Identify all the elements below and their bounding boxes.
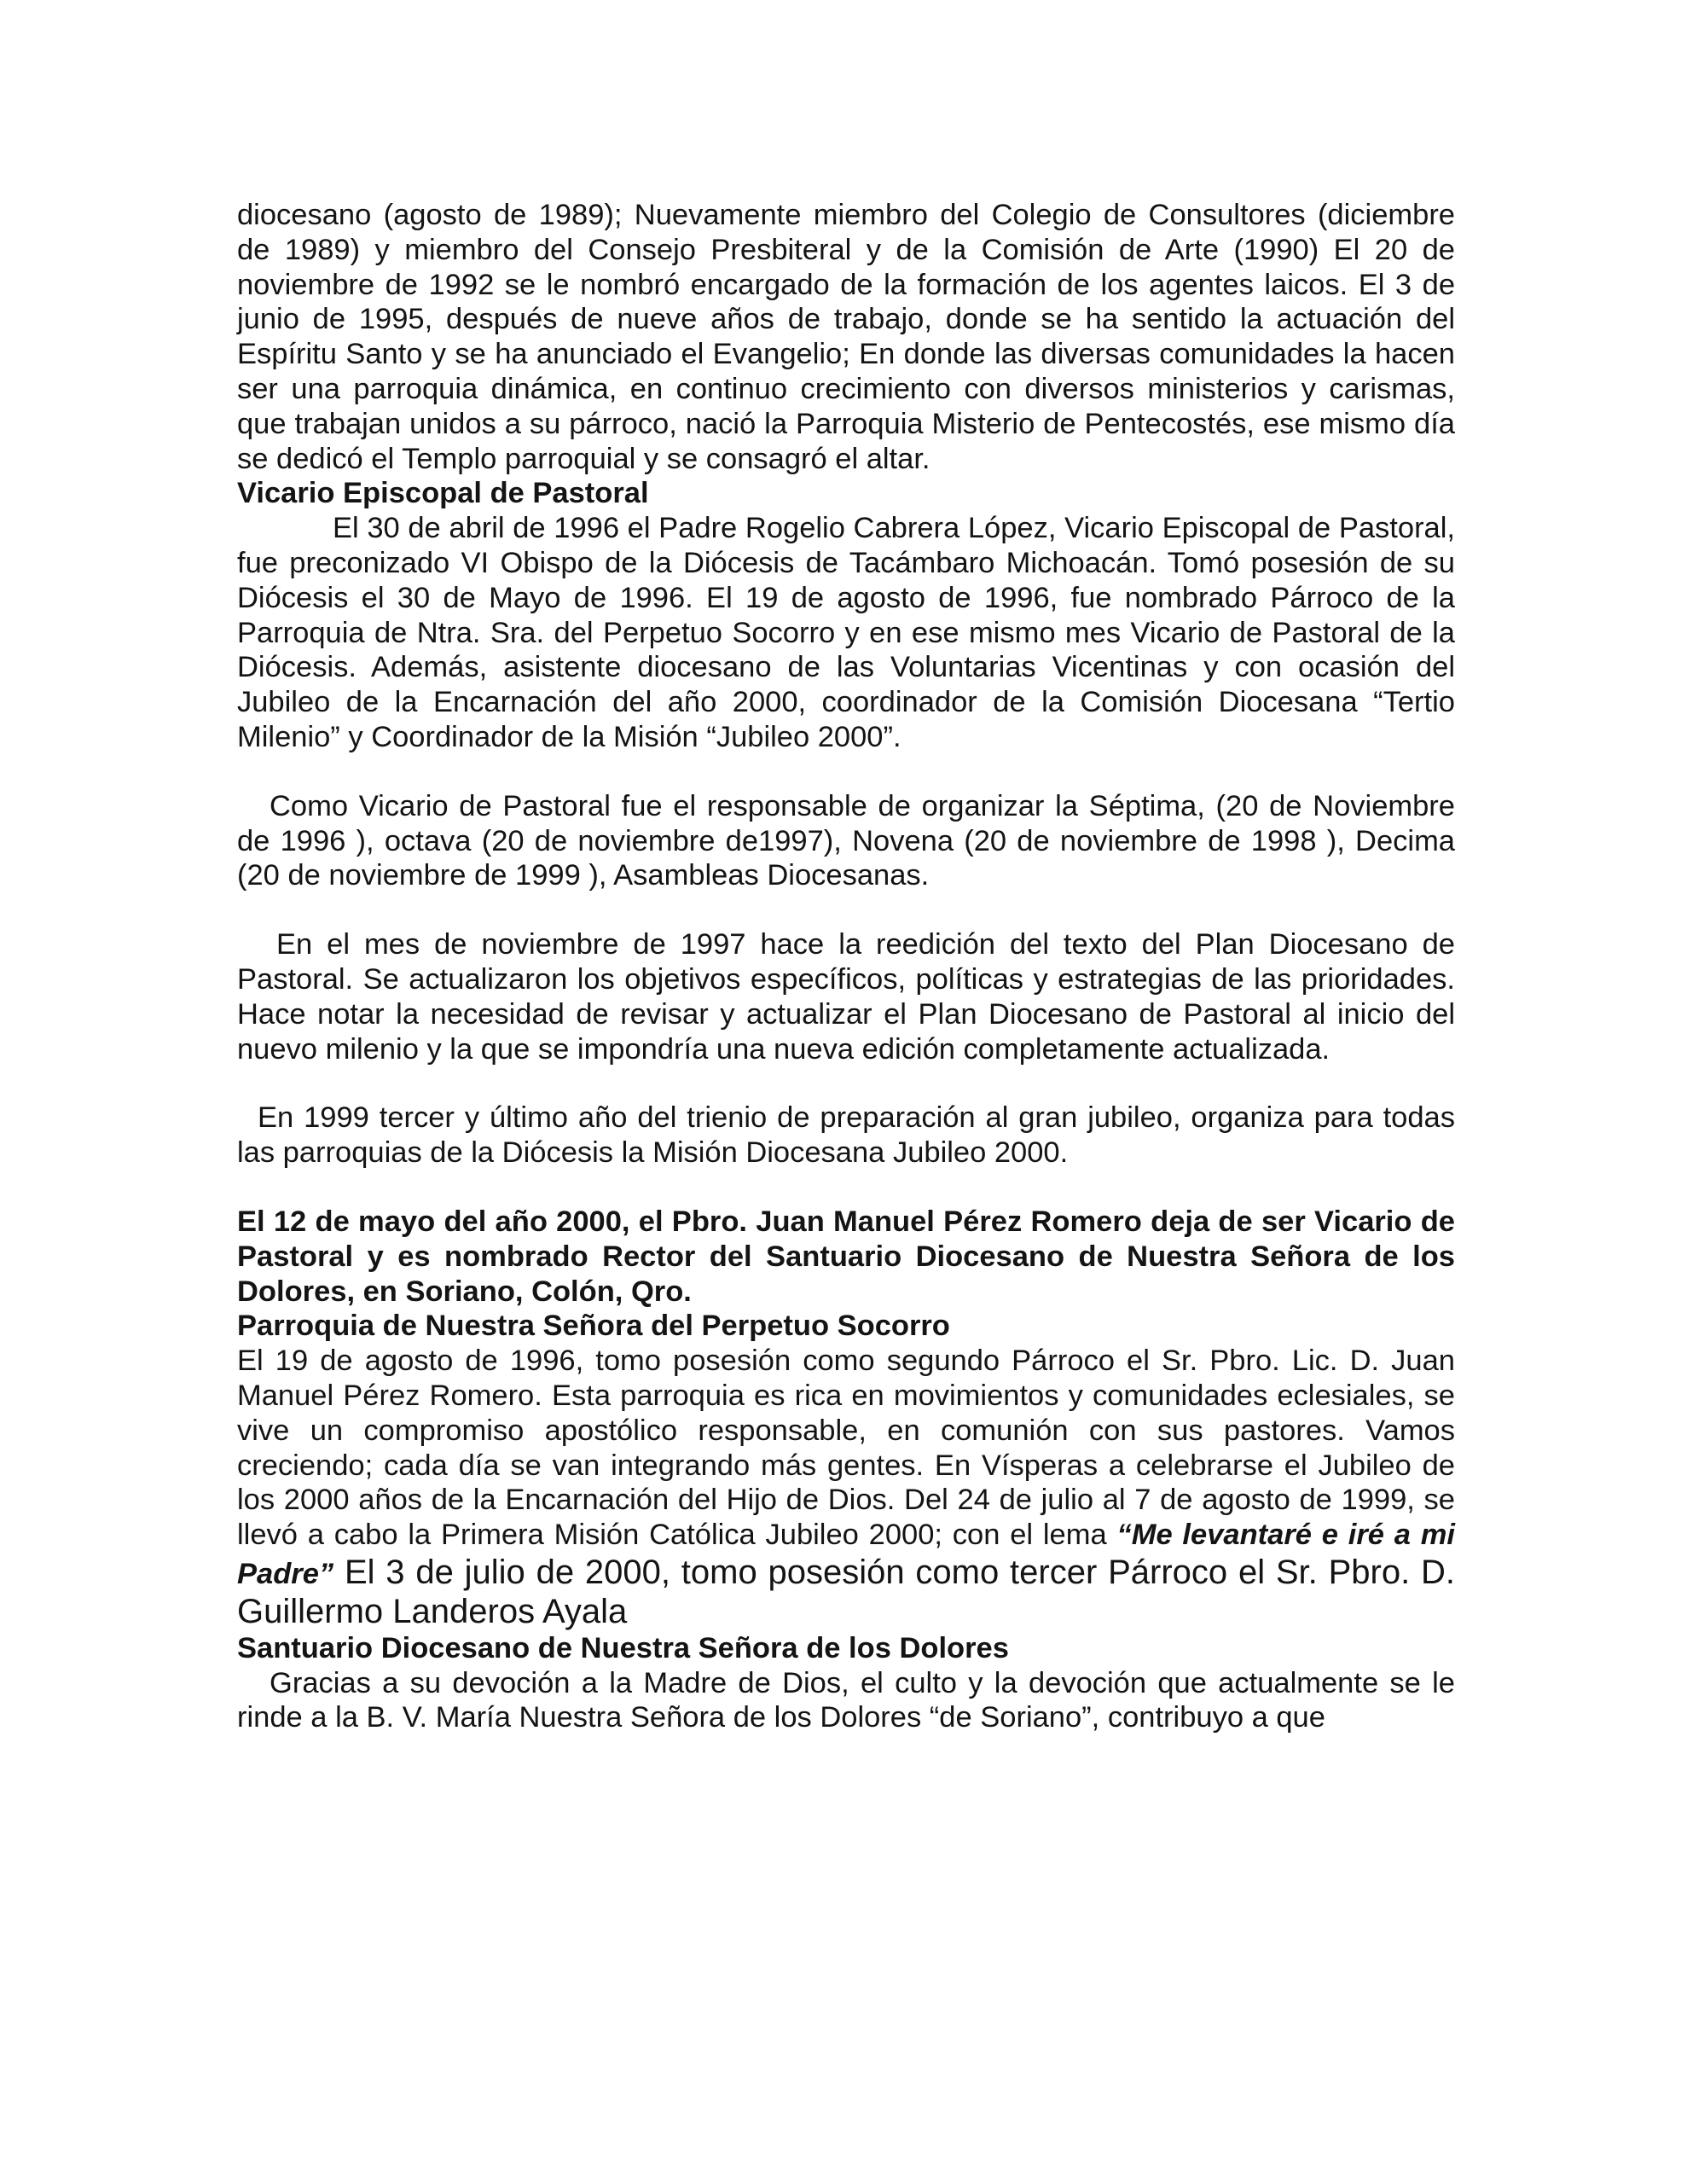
- vicario-paragraph-4: En 1999 tercer y último año del trienio de preparación al gran jubileo, organiza para todas las parroquias de la Diócesis la Misión Diocesana Jubileo 2000.: [237, 1101, 1455, 1170]
- heading-santuario: Santuario Diocesano de Nuestra Señora de los Dolores: [237, 1631, 1009, 1664]
- intro-paragraph: diocesano (agosto de 1989); Nuevamente miembro del Colegio de Consultores (diciembre de 1989) y miembro del Consejo Presbiteral y de la Comisión de Arte (1990) El 20 de noviembre de 1992 se le nombró encargado de la formación de los agentes laicos. El 3 de junio de 1995, después de nueve años de trabajo, donde se ha sentido la actuación del Espíritu Santo y se ha anunciado el Evangelio; En donde las diversas comunidades la hacen ser una parroquia dinámica, en continuo crecimiento con diversos ministerios y carismas, que trabajan unidos a su párroco, nació la Parroquia Misterio de Pentecostés, ese mismo día se dedicó el Templo parroquial y se consagró el altar.: [237, 199, 1455, 475]
- vicario-bold-paragraph: El 12 de mayo del año 2000, el Pbro. Juan Manuel Pérez Romero deja de ser Vicario de Pastoral y es nombrado Rector del Santuario Diocesano de Nuestra Señora de los Dolores, en Soriano, Colón, Qro.: [237, 1205, 1455, 1308]
- perpetuo-closing-text: El 3 de julio de 2000, tomo posesión como tercer Párroco el Sr. Pbro. D. Guillermo Landeros Ayala: [237, 1553, 1455, 1630]
- document-page: [237, 198, 1455, 1735]
- perpetuo-body-text: El 19 de agosto de 1996, tomo posesión como segundo Párroco el Sr. Pbro. Lic. D. Juan Manuel Pérez Romero. Esta parroquia es rica en movimientos y comunidades eclesiales, se vive un compromiso apostólico responsable, en comunión con sus pastores. Vamos creciendo; cada día se van integrando más gentes. En Vísperas a celebrarse el Jubileo de los 2000 años de la Encarnación del Hijo de Dios. Del 24 de julio al 7 de agosto de 1999, se llevó a cabo la Primera Misión Católica Jubileo 2000; con el lema: [237, 1345, 1455, 1552]
- perpetuo-motto: “Me levantaré e iré a mi Padre”: [237, 1519, 1455, 1590]
- heading-perpetuo-socorro: Parroquia de Nuestra Señora del Perpetuo Socorro: [237, 1310, 950, 1343]
- perpetuo-paragraph: [237, 1344, 1455, 1631]
- vicario-paragraph-2: Como Vicario de Pastoral fue el responsable de organizar la Séptima, (20 de Noviembre de 1996 ), octava (20 de noviembre de1997), Novena (20 de noviembre de 1998 ), Decima (20 de noviembre de 1999 ), Asambleas Diocesanas.: [237, 789, 1455, 892]
- heading-vicario-episcopal: Vicario Episcopal de Pastoral: [237, 477, 649, 510]
- vicario-paragraph-3: En el mes de noviembre de 1997 hace la reedición del texto del Plan Diocesano de Pastoral. Se actualizaron los objetivos específicos, políticas y estrategias de las prioridades. Hace notar la necesidad de revisar y actualizar el Plan Diocesano de Pastoral al inicio del nuevo milenio y la que se impondría una nueva edición completamente actualizada.: [237, 928, 1455, 1066]
- santuario-paragraph: Gracias a su devoción a la Madre de Dios, el culto y la devoción que actualmente se le rinde a la B. V. María Nuestra Señora de los Dolores “de Soriano”, contribuyo a que: [237, 1666, 1455, 1734]
- vicario-paragraph-1: El 30 de abril de 1996 el Padre Rogelio Cabrera López, Vicario Episcopal de Pastoral, fue preconizado VI Obispo de la Diócesis de Tacámbaro Michoacán. Tomó posesión de su Diócesis el 30 de Mayo de 1996. El 19 de agosto de 1996, fue nombrado Párroco de la Parroquia de Ntra. Sra. del Perpetuo Socorro y en ese mismo mes Vicario de Pastoral de la Diócesis. Además, asistente diocesano de las Voluntarias Vicentinas y con ocasión del Jubileo de la Encarnación del año 2000, coordinador de la Comisión Diocesana “Tertio Milenio” y Coordinador de la Misión “Jubileo 2000”.: [237, 512, 1455, 753]
